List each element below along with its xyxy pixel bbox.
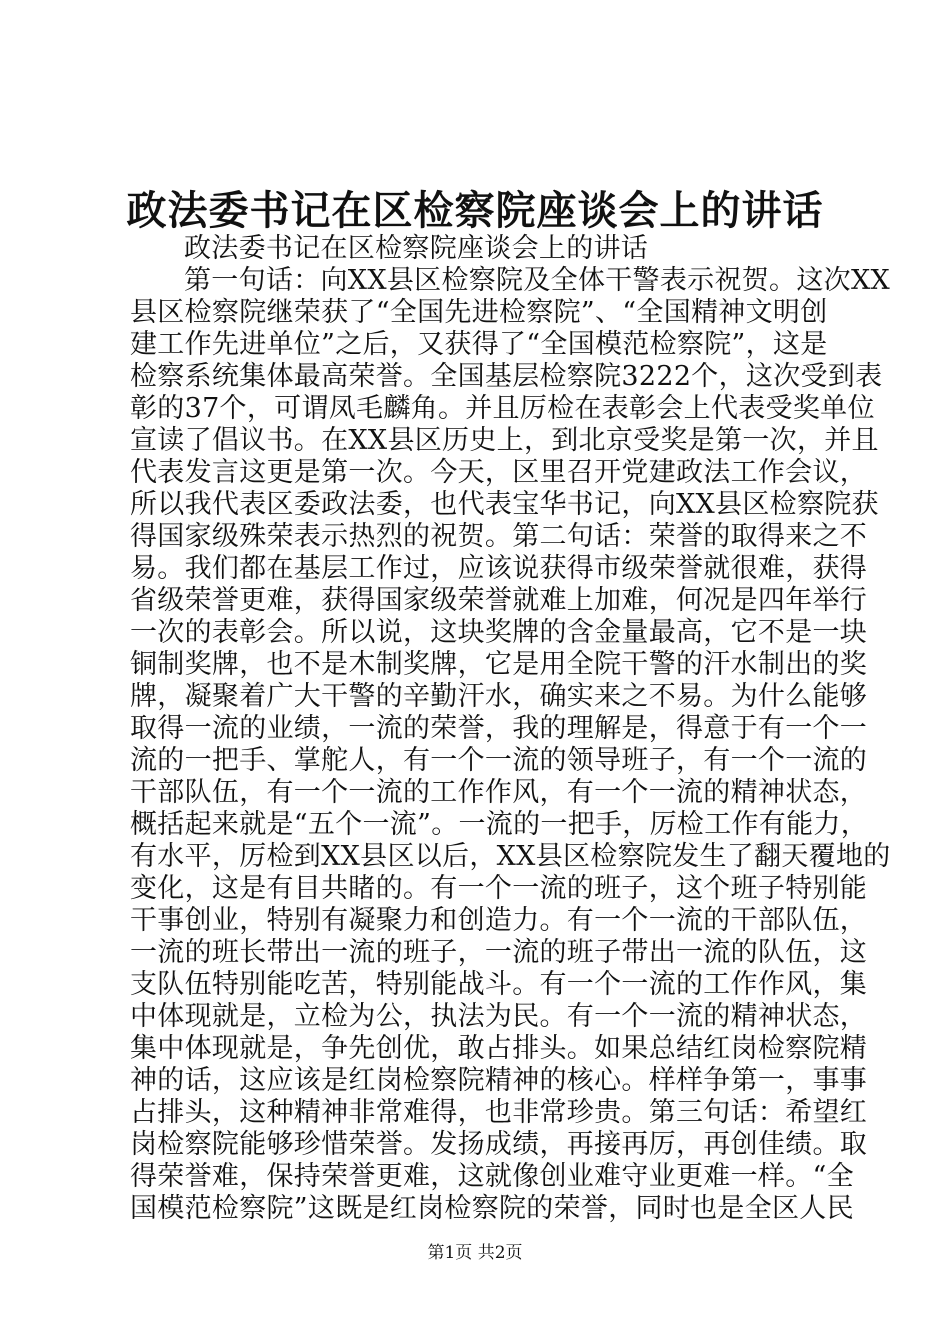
body-line: 集中体现就是，争先创优，敢占排头。如果总结红岗检察院精 (130, 1033, 868, 1064)
body-line: 牌，凝聚着广大干警的辛勤汗水，确实来之不易。为什么能够 (130, 681, 868, 712)
body-line: 国模范检察院”这既是红岗检察院的荣誉，同时也是全区人民 (130, 1193, 854, 1224)
body-line: 一流的班长带出一流的班子，一流的班子带出一流的队伍，这 (130, 937, 868, 968)
body-line: 支队伍特别能吃苦，特别能战斗。有一个一流的工作作风，集 (130, 969, 868, 1000)
body-line: 变化，这是有目共睹的。有一个一流的班子，这个班子特别能 (130, 873, 868, 904)
body-line: 神的话，这应该是红岗检察院精神的核心。样样争第一，事事 (130, 1065, 868, 1096)
body-line: 得荣誉难，保持荣誉更难，这就像创业难守业更难一样。“全 (130, 1161, 854, 1192)
body-line: 流的一把手、掌舵人，有一个一流的领导班子，有一个一流的 (130, 745, 868, 776)
body-line: 一次的表彰会。所以说，这块奖牌的含金量最高，它不是一块 (130, 617, 868, 648)
body-line: 占排头，这种精神非常难得，也非常珍贵。第三句话：希望红 (130, 1097, 868, 1128)
body-line: 有水平，厉检到XX县区以后，XX县区检察院发生了翻天覆地的 (130, 841, 891, 872)
body-line: 岗检察院能够珍惜荣誉。发扬成绩，再接再厉，再创佳绩。取 (130, 1129, 868, 1160)
body-line: 第一句话：向XX县区检察院及全体干警表示祝贺。这次XX (184, 265, 890, 296)
body-line: 取得一流的业绩，一流的荣誉，我的理解是，得意于有一个一 (130, 713, 868, 744)
document-body (130, 233, 891, 1225)
body-line: 代表发言这更是第一次。今天，区里召开党建政法工作会议， (130, 457, 868, 488)
body-line: 中体现就是，立检为公，执法为民。有一个一流的精神状态， (130, 1001, 868, 1032)
body-line: 易。我们都在基层工作过，应该说获得市级荣誉就很难，获得 (130, 553, 868, 584)
body-line: 干部队伍，有一个一流的工作作风，有一个一流的精神状态， (130, 777, 868, 808)
body-line: 宣读了倡议书。在XX县区历史上，到北京受奖是第一次，并且 (130, 425, 879, 456)
body-line: 铜制奖牌，也不是木制奖牌，它是用全院干警的汗水制出的奖 (130, 649, 868, 680)
body-line: 省级荣誉更难，获得国家级荣誉就难上加难，何况是四年举行 (130, 585, 868, 616)
body-line: 得国家级殊荣表示热烈的祝贺。第二句话：荣誉的取得来之不 (130, 521, 868, 552)
body-line: 概括起来就是“五个一流”。一流的一把手，厉检工作有能力， (130, 809, 869, 840)
body-line: 县区检察院继荣获了“全国先进检察院”、“全国精神文明创 (130, 297, 828, 328)
body-line: 所以我代表区委政法委，也代表宝华书记，向XX县区检察院获 (130, 489, 879, 520)
body-line: 检察系统集体最高荣誉。全国基层检察院3222个，这次受到表 (130, 361, 883, 392)
page-number-footer: 第1页 共2页 (427, 1243, 523, 1263)
body-line: 干事创业，特别有凝聚力和创造力。有一个一流的干部队伍， (130, 905, 868, 936)
body-line: 彰的37个，可谓凤毛麟角。并且厉检在表彰会上代表受奖单位 (130, 393, 875, 424)
body-line: 建工作先进单位”之后，又获得了“全国模范检察院”，这是 (130, 329, 828, 360)
body-line: 政法委书记在区检察院座谈会上的讲话 (184, 233, 649, 264)
document-title: 政法委书记在区检察院座谈会上的讲话 (126, 187, 824, 234)
